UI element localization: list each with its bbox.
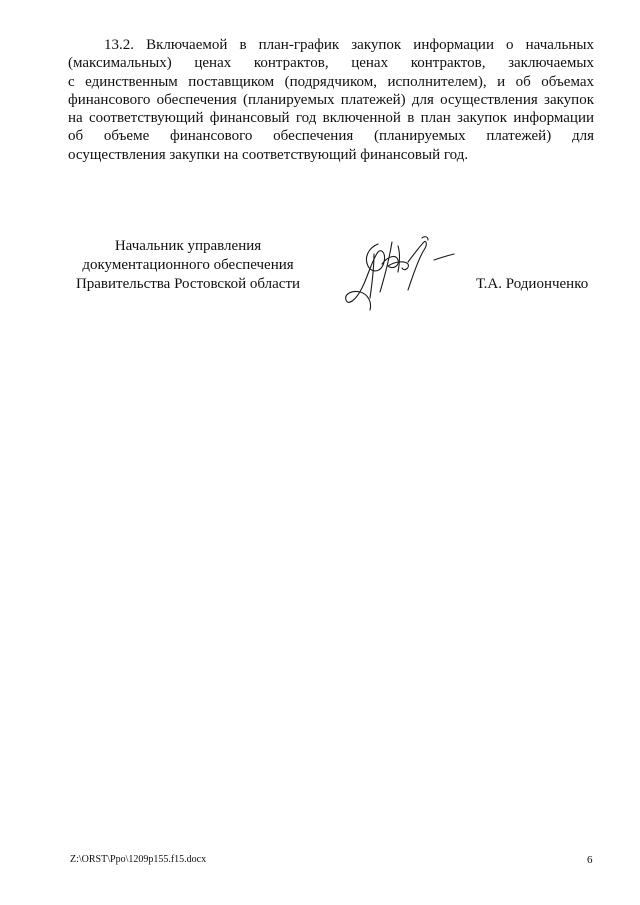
paragraph-line: с единственным поставщиком (подрядчиком, исполнителем), и об объемах [68,73,594,90]
signer-name: Т.А. Родионченко [476,276,589,292]
paragraph-line: (максимальных) ценах контрактов, ценах контрактов, заключаемых [68,55,594,72]
paragraph-line: об объеме финансового обеспечения (планируемых платежей) для [68,128,594,145]
paragraph-line: на соответствующий финансовый год включенной в план закупок информации [68,110,594,127]
paragraph-line: 13.2. Включаемой в план-график закупок информации о начальных [104,37,594,53]
paragraph-line: осуществления закупки на соответствующий финансовый год. [68,146,469,163]
handwritten-signature-icon [338,232,458,314]
paragraph-line: финансового обеспечения (планируемых платежей) для осуществления закупок [68,91,594,108]
signatory-title-line: Правительства Ростовской области [75,276,301,292]
page-number: 6 [587,854,593,866]
signatory-title [68,237,308,294]
paragraph-13-2 [68,36,594,164]
footer-file-path: Z:\ORST\Ppo\1209p155.f15.docx [70,854,207,865]
signatory-title-line: Начальник управления [114,238,262,254]
signatory-title-line: документационного обеспечения [82,257,294,273]
